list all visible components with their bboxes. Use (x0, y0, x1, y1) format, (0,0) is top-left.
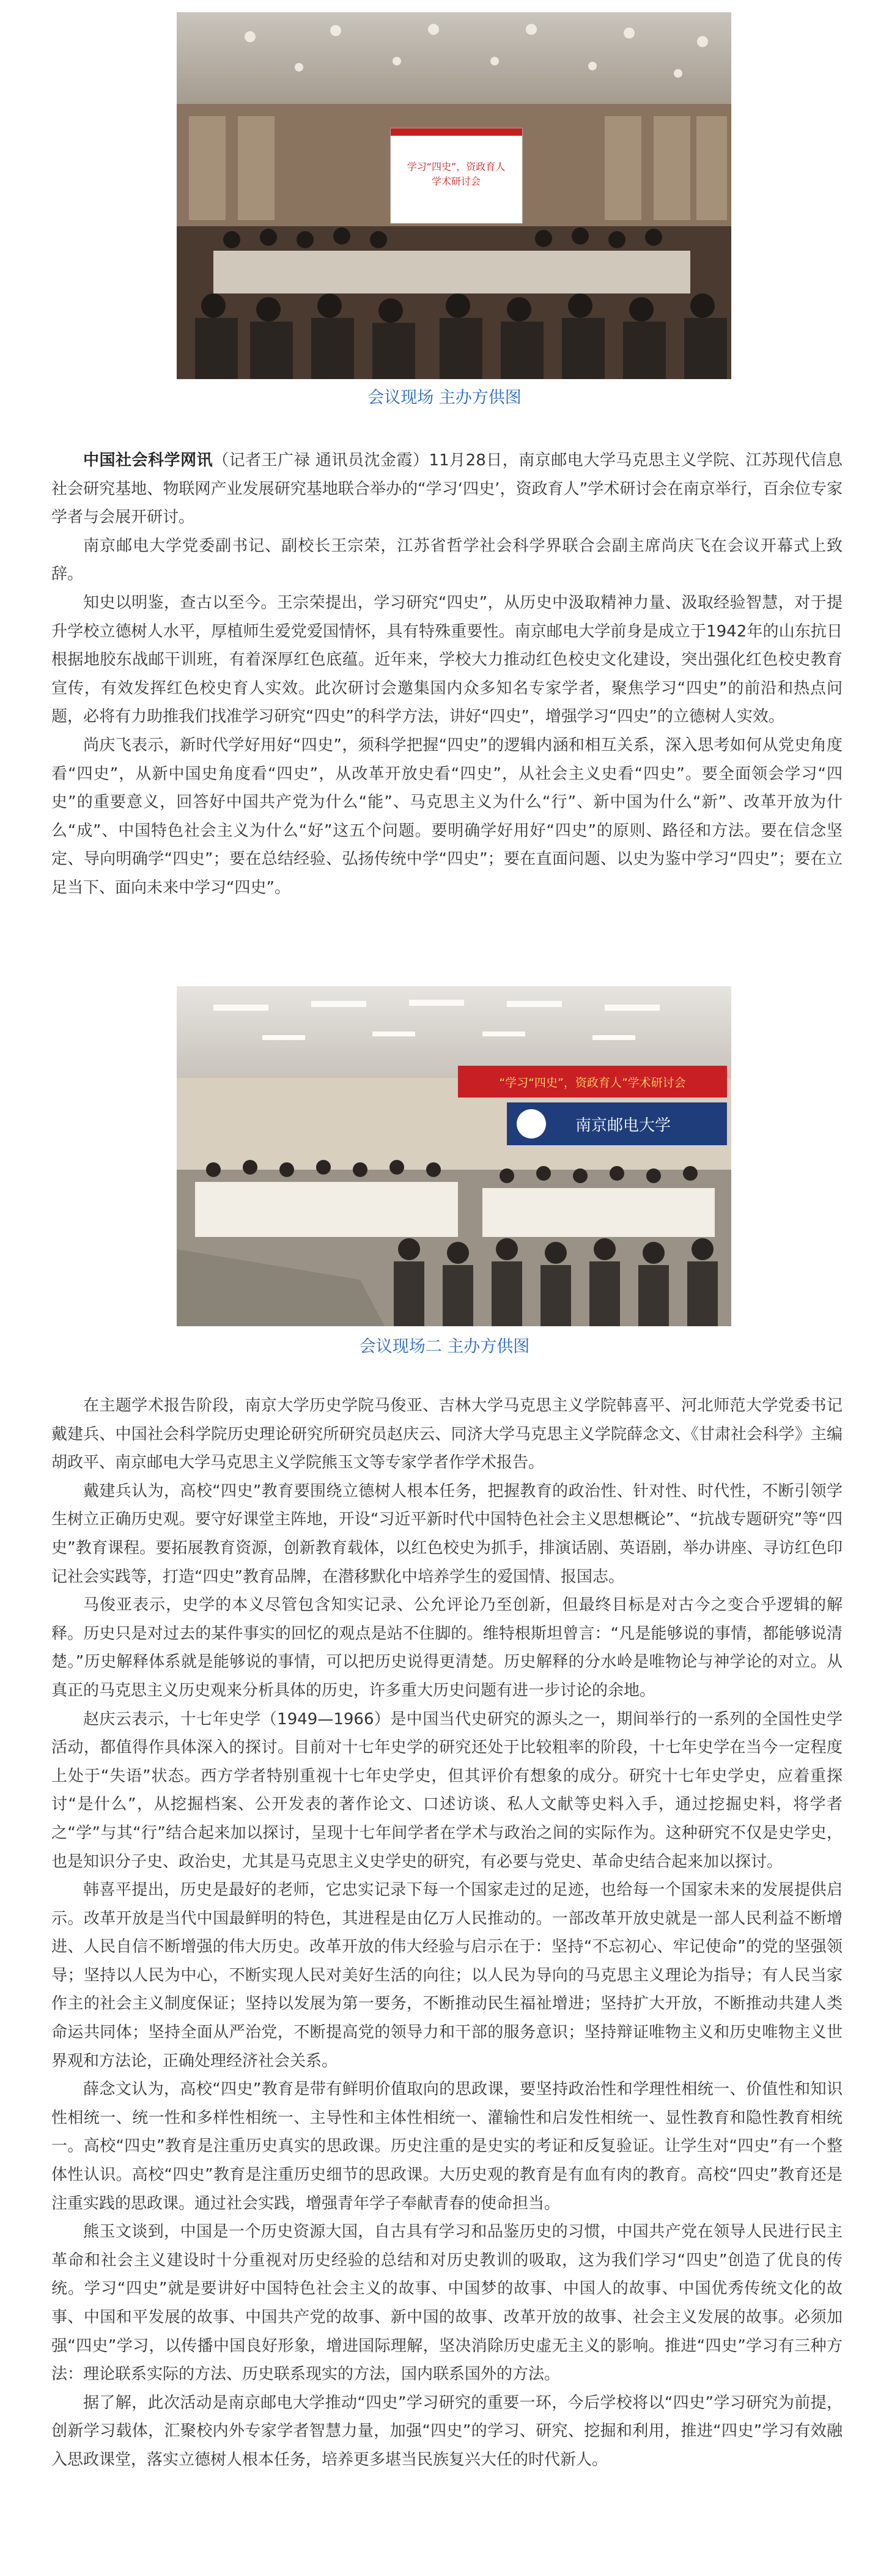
news-source: 中国社会科学网讯 (83, 451, 213, 470)
school-sign-text: 南京邮电大学 (575, 1116, 671, 1135)
article-body-part-2 (51, 1392, 843, 2475)
paragraph: 戴建兵认为，高校“四史”教育要围绕立德树人根本任务，把握教育的政治性、针对性、时代性，不断引领学生树立正确历史观。要守好课堂主阵地，开设“习近平新时代中国特色社会主义思想概论”、“抗战专题研究”等“四史”教育课程。要拓展教育资源，创新教育载体，以红色校史为抓手，排演话剧、英语剧，举办讲座、寻访红色印记社会实践等，打造“四史”教育品牌，在潜移默化中培养学生的爱国情、报国志。 (51, 1482, 843, 1586)
school-emblem-icon (517, 1109, 546, 1139)
lead-text: （记者王广禄 通讯员沈金霞）11月28日，南京邮电大学马克思主义学院、江苏现代信息社会研究基地、物联网产业发展研究基地联合举办的“学习‘四史’，资政育人”学术研讨会在南京举行，百余位专家学者与会展开研讨。 (51, 451, 843, 527)
paragraph: 南京邮电大学党委副书记、副校长王宗荣，江苏省哲学社会科学界联合会副主席尚庆飞在会议开幕式上致辞。 (51, 536, 843, 584)
paragraph: 薛念文认为，高校“四史”教育是带有鲜明价值取向的思政课，要坚持政治性和学理性相统一、价值性和知识性相统一、统一性和多样性相统一、主导性和主体性相统一、灌输性和启发性相统一、显性教育和隐性教育相统一。高校“四史”教育是注重历史真实的思政课。历史注重的是史实的考证和反复验证。让学生对“四史”有一个整体性认识。高校“四史”教育是注重历史细节的思政课。大历史观的教育是有血有肉的教育。高校“四史”教育还是注重实践的思政课。通过社会实践，增强青年学子奉献青春的使命担当。 (51, 2080, 843, 2213)
photo-caption-2: 会议现场二 主办方供图 (359, 1337, 530, 1356)
paragraph: 在主题学术报告阶段，南京大学历史学院马俊亚、吉林大学马克思主义学院韩喜平、河北师范大学党委书记戴建兵、中国社会科学院历史理论研究所研究员赵庆云、同济大学马克思主义学院薛念文、《甘肃社会科学》主编胡政平、南京邮电大学马克思主义学院熊玉文等专家学者作学术报告。 (51, 1397, 843, 1472)
conference-banner-text: “学习“四史”，资政育人”学术研讨会 (499, 1076, 686, 1090)
projector-slide-title-1: 学习“四史”，资政育人 (407, 161, 506, 172)
projector-slide-title-2: 学术研讨会 (431, 175, 481, 187)
photo-caption-1: 会议现场 主办方供图 (367, 388, 522, 407)
lead-paragraph (51, 446, 843, 532)
paragraph: 据了解，此次活动是南京邮电大学推动“四史”学习研究的重要一环，今后学校将以“四史”学习研究为前提，创新学习载体，汇聚校内外专家学者智慧力量，加强“四史”的学习、研究、挖掘和利用，推进“四史”学习有效融入思政课堂，落实立德树人根本任务，培养更多堪当民族复兴大任的时代新人。 (51, 2393, 843, 2469)
conference-hall-image (177, 12, 731, 379)
conference-photo-1 (177, 12, 731, 379)
paragraph: 熊玉文谈到，中国是一个历史资源大国，自古具有学习和品鉴历史的习惯，中国共产党在领导人民进行民主革命和社会主义建设时十分重视对历史经验的总结和对历史教训的吸取，这为我们学习“四史”创造了优良的传统。学习“四史”就是要讲好中国特色社会主义的故事、中国梦的故事、中国人的故事、中国优秀传统文化的故事、中国和平发展的故事、中国共产党的故事、新中国的故事、改革开放的故事、社会主义发展的故事。必须加强“四史”学习，以传播中国良好形象，增进国际理解，坚决消除历史虚无主义的影响。推进“四史”学习有三种方法：理论联系实际的方法、历史联系现实的方法，国内联系国外的方法。 (51, 2223, 843, 2384)
paragraph: 知史以明鉴，查古以至今。王宗荣提出，学习研究“四史”，从历史中汲取精神力量、汲取经验智慧，对于提升学校立德树人水平，厚植师生爱党爱国情怀，具有特殊重要性。南京邮电大学前身是成立于1942年的山东抗日根据地胶东战邮干训班，有着深厚红色底蕴。近年来，学校大力推动红色校史文化建设，突出强化红色校史教育宣传，有效发挥红色校史育人实效。此次研讨会邀集国内众多知名专家学者，聚焦学习“四史”的前沿和热点问题，必将有力助推我们找准学习研究“四史”的科学方法，讲好“四史”，增强学习“四史”的立德树人实效。 (51, 593, 843, 726)
paragraph: 马俊亚表示，史学的本义尽管包含知实记录、公允评论乃至创新，但最终目标是对古今之变合乎逻辑的解释。历史只是对过去的某件事实的回忆的观点是站不住脚的。维特根斯坦曾言：“凡是能够说的事情，都能够说清楚。”历史解释体系就是能够说的事情，可以把历史说得更清楚。历史解释的分水岭是唯物论与神学论的对立。从真正的马克思主义历史观来分析具体的历史，许多重大历史问题有进一步讨论的余地。 (51, 1596, 843, 1700)
conference-photo-2 (177, 986, 731, 1326)
conference-room-image (177, 986, 731, 1326)
paragraph: 尚庆飞表示，新时代学好用好“四史”，须科学把握“四史”的逻辑内涵和相互关系，深入思考如何从党史角度看“四史”，从新中国史角度看“四史”，从改革开放史看“四史”，从社会主义史看“四史”。要全面领会学习“四史”的重要意义，回答好中国共产党为什么“能”、马克思主义为什么“行”、新中国为什么“新”、改革开放为什么“成”、中国特色社会主义为什么“好”这五个问题。要明确学好用好“四史”的原则、路径和方法。要在信念坚定、导向明确学“四史”；要在总结经验、弘扬传统中学“四史”；要在直面问题、以史为鉴中学习“四史”；要在立足当下、面向未来中学习“四史”。 (51, 736, 843, 897)
paragraph: 韩喜平提出，历史是最好的老师，它忠实记录下每一个国家走过的足迹，也给每一个国家未来的发展提供启示。改革开放是当代中国最鲜明的特色，其进程是由亿万人民推动的。一部改革开放史就是一部人民利益不断增进、人民自信不断增强的伟大历史。改革开放的伟大经验与启示在于：坚持“不忘初心、牢记使命”的党的坚强领导；坚持以人民为中心，不断实现人民对美好生活的向往；以人民为导向的马克思主义理论为指导；有人民当家作主的社会主义制度保证；坚持以发展为第一要务，不断推动民生福祉增进；坚持扩大开放，不断推动共建人类命运共同体；坚持全面从严治党，不断提高党的领导力和干部的服务意识；坚持辩证唯物主义和历史唯物主义世界观和方法论，正确处理经济社会关系。 (51, 1881, 843, 2070)
paragraph: 赵庆云表示，十七年史学（1949—1966）是中国当代史研究的源头之一，期间举行的一系列的全国性史学活动，都值得作具体深入的探讨。目前对十七年史学的研究还处于比较粗率的阶段，十七年史学在当今一定程度上处于“失语”状态。西方学者特别重视十七年史学史，但其评价有想象的成分。研究十七年史学史，应着重探讨“是什么”，从挖掘档案、公开发表的著作论文、口述访谈、私人文献等史料入手，通过挖掘史料，将学者之“学”与其“行”结合起来加以探讨，呈现十七年间学者在学术与政治之间的实际作为。这种研究不仅是史学史，也是知识分子史、政治史，尤其是马克思主义史学史的研究，有必要与党史、革命史结合起来加以探讨。 (51, 1710, 843, 1871)
article-body-part-1 (51, 446, 843, 902)
